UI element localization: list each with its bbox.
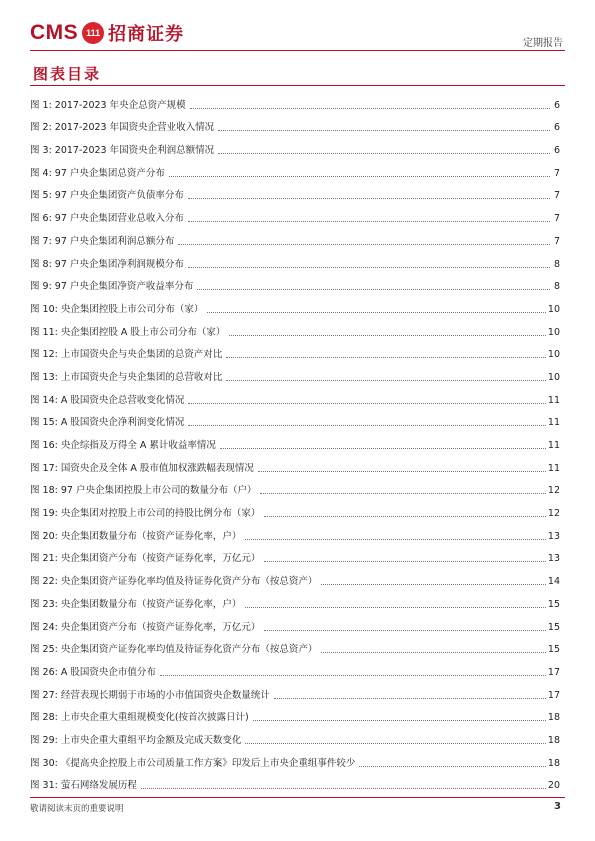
dot-leader <box>264 515 546 517</box>
figure-title: 上市央企重大重组平均金额及完成天数变化 <box>60 734 242 746</box>
figure-number: 图 9: <box>30 281 52 293</box>
toc-entry[interactable] <box>30 497 560 520</box>
toc-entry[interactable] <box>30 293 560 316</box>
dot-leader <box>264 560 546 562</box>
figure-title: 上市国资央企与央企集团的总营收对比 <box>60 371 223 383</box>
toc-page-number: 11 <box>547 462 560 474</box>
toc-entry[interactable] <box>30 225 560 248</box>
figure-title: 上市国资央企与央企集团的总资产对比 <box>60 349 223 361</box>
figure-number: 图 6: <box>30 213 52 225</box>
dot-leader <box>274 697 546 699</box>
figure-title: 经营表现长期弱于市场的小市值国资央企数量统计 <box>60 689 270 701</box>
figure-number: 图 3: <box>30 145 52 157</box>
figure-title: 上市央企重大重组规模变化(按首次披露日计) <box>60 712 249 724</box>
figure-number: 图 15: <box>30 417 58 429</box>
figure-number: 图 2: <box>30 122 52 134</box>
toc-entry-label <box>30 417 186 429</box>
toc-page-number: 20 <box>547 780 560 792</box>
toc-entry[interactable] <box>30 407 560 430</box>
figure-number: 图 8: <box>30 258 52 270</box>
toc-entry[interactable] <box>30 702 560 725</box>
toc-page-number: 10 <box>547 371 560 383</box>
dot-leader <box>188 266 550 268</box>
table-of-figures <box>30 89 560 792</box>
toc-entry-label <box>30 690 272 702</box>
toc-entry[interactable] <box>30 429 560 452</box>
logo-seal-icon: 111 <box>82 22 104 44</box>
figure-number: 图 17: <box>30 462 58 474</box>
dot-leader <box>260 492 545 494</box>
dot-leader <box>226 379 546 381</box>
figure-title: 央企集团数量分布（按资产证券化率，户） <box>60 598 242 610</box>
toc-entry[interactable] <box>30 679 560 702</box>
header-divider <box>30 50 565 51</box>
figure-number: 图 16: <box>30 440 58 451</box>
figure-title: A 股国资央企净利润变化情况 <box>60 417 185 429</box>
dot-leader <box>245 742 546 744</box>
figure-number: 图 18: <box>30 485 58 497</box>
figure-title: 央企综指及万得全 A 累计收益率情况 <box>60 440 216 451</box>
figure-title: 97 户央企集团总资产分布 <box>54 167 165 179</box>
page-header <box>30 14 565 50</box>
dot-leader <box>188 402 546 404</box>
toc-page-number: 15 <box>547 621 560 633</box>
toc-entry-label <box>30 531 243 543</box>
toc-entry-label <box>30 213 186 225</box>
toc-entry-label <box>30 644 319 656</box>
toc-page-number: 18 <box>547 757 560 769</box>
toc-entry[interactable] <box>30 89 560 112</box>
toc-entry-label <box>30 122 216 134</box>
toc-entry[interactable] <box>30 112 560 135</box>
toc-page-number: 10 <box>547 349 560 361</box>
dot-leader <box>245 538 546 540</box>
figure-number: 图 26: <box>30 666 58 678</box>
dot-leader <box>218 152 550 154</box>
page-number: 3 <box>554 801 561 812</box>
toc-entry-label <box>30 190 186 202</box>
toc-page-number: 15 <box>547 644 560 656</box>
dot-leader <box>229 334 546 336</box>
figure-number: 图 10: <box>30 303 58 315</box>
figure-number: 图 28: <box>30 712 58 724</box>
toc-entry[interactable] <box>30 543 560 566</box>
figure-title: 97 户央企集团资产负债率分布 <box>54 190 184 202</box>
toc-page-number: 7 <box>553 213 560 225</box>
figure-number: 图 22: <box>30 576 58 588</box>
figure-title: 97 户央企集团利润总额分布 <box>54 235 175 247</box>
toc-page-number: 12 <box>547 485 560 497</box>
figure-title: 央企集团数量分布（按资产证券化率，户） <box>60 530 242 542</box>
toc-page-number: 11 <box>547 394 560 406</box>
dot-leader <box>169 175 550 177</box>
toc-page-number: 6 <box>553 145 560 157</box>
figure-title: 97 户央企集团净资产收益率分布 <box>54 281 194 293</box>
toc-entry[interactable] <box>30 588 560 611</box>
toc-entry[interactable] <box>30 520 560 543</box>
toc-entry-label <box>30 553 262 565</box>
figure-number: 图 27: <box>30 689 58 701</box>
toc-page-number: 17 <box>547 689 560 701</box>
dot-leader <box>226 356 546 358</box>
toc-entry-label <box>30 667 158 679</box>
toc-entry[interactable] <box>30 475 560 498</box>
toc-entry[interactable] <box>30 248 560 271</box>
dot-leader <box>245 606 546 608</box>
figure-number: 图 13: <box>30 371 58 383</box>
toc-entry-label <box>30 100 188 112</box>
toc-entry[interactable] <box>30 134 560 157</box>
toc-entry-label <box>30 349 224 361</box>
toc-page-number: 8 <box>553 281 560 293</box>
toc-page-number: 18 <box>547 712 560 724</box>
figure-title: 2017-2023 年国资央企利润总额情况 <box>54 145 215 157</box>
toc-page-number: 12 <box>547 508 560 520</box>
toc-entry-label <box>30 599 243 611</box>
toc-entry-label <box>30 304 205 316</box>
figure-number: 图 14: <box>30 394 58 406</box>
figure-number: 图 21: <box>30 553 58 565</box>
logo-text-en: CMS <box>30 21 79 44</box>
figure-title: 《提高央企控股上市公司质量工作方案》印发后上市央企重组事件较少 <box>60 757 356 769</box>
toc-entry-label <box>30 236 176 248</box>
dot-leader <box>220 447 546 449</box>
figure-number: 图 30: <box>30 757 58 769</box>
figure-number: 图 29: <box>30 734 58 746</box>
toc-page-number: 7 <box>553 167 560 179</box>
logo-text-cn: 招商证券 <box>108 24 185 45</box>
toc-entry[interactable] <box>30 384 560 407</box>
figure-title: 央企集团资产分布（按资产证券化率，万亿元） <box>60 621 261 633</box>
toc-entry[interactable] <box>30 611 560 634</box>
toc-entry-label <box>30 735 243 747</box>
toc-entry[interactable] <box>30 157 560 180</box>
figure-title: 国资央企及全体 A 股市值加权涨跌幅表现情况 <box>60 462 254 474</box>
dot-leader <box>207 311 546 313</box>
toc-page-number: 13 <box>547 530 560 542</box>
dot-leader <box>197 288 550 290</box>
figure-title: 央企集团资产证券化率均值及待证券化资产分布（按总资产） <box>60 644 318 656</box>
disclaimer-note: 敬请阅读末页的重要说明 <box>30 804 124 814</box>
toc-page-number: 11 <box>547 417 560 429</box>
toc-page-number: 6 <box>553 122 560 134</box>
dot-leader <box>178 243 550 245</box>
figure-number: 图 5: <box>30 190 52 202</box>
figure-number: 图 1: <box>30 99 52 111</box>
dot-leader <box>321 651 546 653</box>
toc-page-number: 13 <box>547 553 560 565</box>
dot-leader <box>188 220 550 222</box>
toc-entry[interactable] <box>30 452 560 475</box>
figure-title: 央企集团对控股上市公司的持股比例分布（家） <box>60 508 261 520</box>
figure-number: 图 24: <box>30 621 58 633</box>
figure-title: A 股国资央企总营收变化情况 <box>60 394 185 406</box>
figure-title: 2017-2023 年国资央企营业收入情况 <box>54 122 215 134</box>
toc-page-number: 11 <box>547 440 560 451</box>
dot-leader <box>190 107 550 109</box>
toc-entry-label <box>30 440 218 452</box>
toc-entry-label <box>30 508 262 520</box>
toc-entry[interactable] <box>30 361 560 384</box>
figure-number: 图 4: <box>30 167 52 179</box>
toc-entry-label <box>30 622 262 634</box>
toc-page-number: 7 <box>553 190 560 202</box>
toc-entry-label <box>30 372 224 384</box>
toc-page-number: 17 <box>547 666 560 678</box>
figure-number: 图 11: <box>30 326 58 338</box>
toc-entry-label <box>30 145 216 157</box>
toc-entry-label <box>30 259 186 271</box>
toc-entry-label <box>30 758 357 770</box>
dot-leader <box>218 129 550 131</box>
figure-title: 2017-2023 年央企总资产规模 <box>54 99 186 111</box>
dot-leader <box>258 470 546 472</box>
toc-entry[interactable] <box>30 180 560 203</box>
toc-entry[interactable] <box>30 339 560 362</box>
toc-page-number: 8 <box>553 258 560 270</box>
figure-title: 萤石网络发展历程 <box>60 780 137 792</box>
toc-entry[interactable] <box>30 724 560 747</box>
toc-page-number: 10 <box>547 303 560 315</box>
dot-leader <box>359 765 546 767</box>
footer-divider <box>30 797 565 798</box>
toc-heading-divider <box>30 85 565 86</box>
figure-number: 图 31: <box>30 780 58 792</box>
dot-leader <box>264 629 546 631</box>
figure-number: 图 23: <box>30 598 58 610</box>
dot-leader <box>141 787 546 789</box>
figure-number: 图 7: <box>30 235 52 247</box>
report-type-label: 定期报告 <box>523 38 563 49</box>
toc-entry[interactable] <box>30 565 560 588</box>
toc-entry-label <box>30 463 256 475</box>
dot-leader <box>253 719 546 721</box>
figure-title: 央企集团控股 A 股上市公司分布（家） <box>60 326 226 338</box>
toc-entry-label <box>30 281 195 293</box>
toc-page-number: 15 <box>547 598 560 610</box>
toc-entry[interactable] <box>30 271 560 294</box>
toc-page-number: 14 <box>547 576 560 588</box>
dot-leader <box>160 674 546 676</box>
figure-number: 图 20: <box>30 530 58 542</box>
figure-title: A 股国资央企市值分布 <box>60 666 156 678</box>
dot-leader <box>321 583 546 585</box>
figure-number: 图 25: <box>30 644 58 656</box>
company-logo <box>30 20 184 46</box>
figure-number: 图 19: <box>30 508 58 520</box>
toc-page-number: 6 <box>553 99 560 111</box>
toc-heading: 图表目录 <box>33 65 102 83</box>
dot-leader <box>188 197 550 199</box>
toc-entry[interactable] <box>30 656 560 679</box>
toc-entry-label <box>30 780 139 792</box>
figure-title: 97 户央企集团净利润规模分布 <box>54 258 184 270</box>
toc-page-number: 10 <box>547 326 560 338</box>
figure-number: 图 12: <box>30 349 58 361</box>
toc-entry[interactable] <box>30 770 560 793</box>
toc-page-number: 18 <box>547 734 560 746</box>
figure-title: 央企集团资产分布（按资产证券化率，万亿元） <box>60 553 261 565</box>
toc-entry[interactable] <box>30 634 560 657</box>
dot-leader <box>188 424 546 426</box>
toc-entry-label <box>30 712 251 724</box>
figure-title: 97 户央企集团控股上市公司的数量分布（户） <box>60 485 257 497</box>
figure-title: 央企集团控股上市公司分布（家） <box>60 303 204 315</box>
toc-entry[interactable] <box>30 316 560 339</box>
toc-entry-label <box>30 576 319 588</box>
toc-page-number: 7 <box>553 235 560 247</box>
toc-entry[interactable] <box>30 747 560 770</box>
toc-entry-label <box>30 168 167 180</box>
toc-entry[interactable] <box>30 202 560 225</box>
figure-title: 央企集团资产证券化率均值及待证券化资产分布（按总资产） <box>60 576 318 588</box>
toc-entry-label <box>30 485 258 497</box>
figure-title: 97 户央企集团营业总收入分布 <box>54 213 184 225</box>
toc-entry-label <box>30 395 186 407</box>
toc-entry-label <box>30 327 227 339</box>
